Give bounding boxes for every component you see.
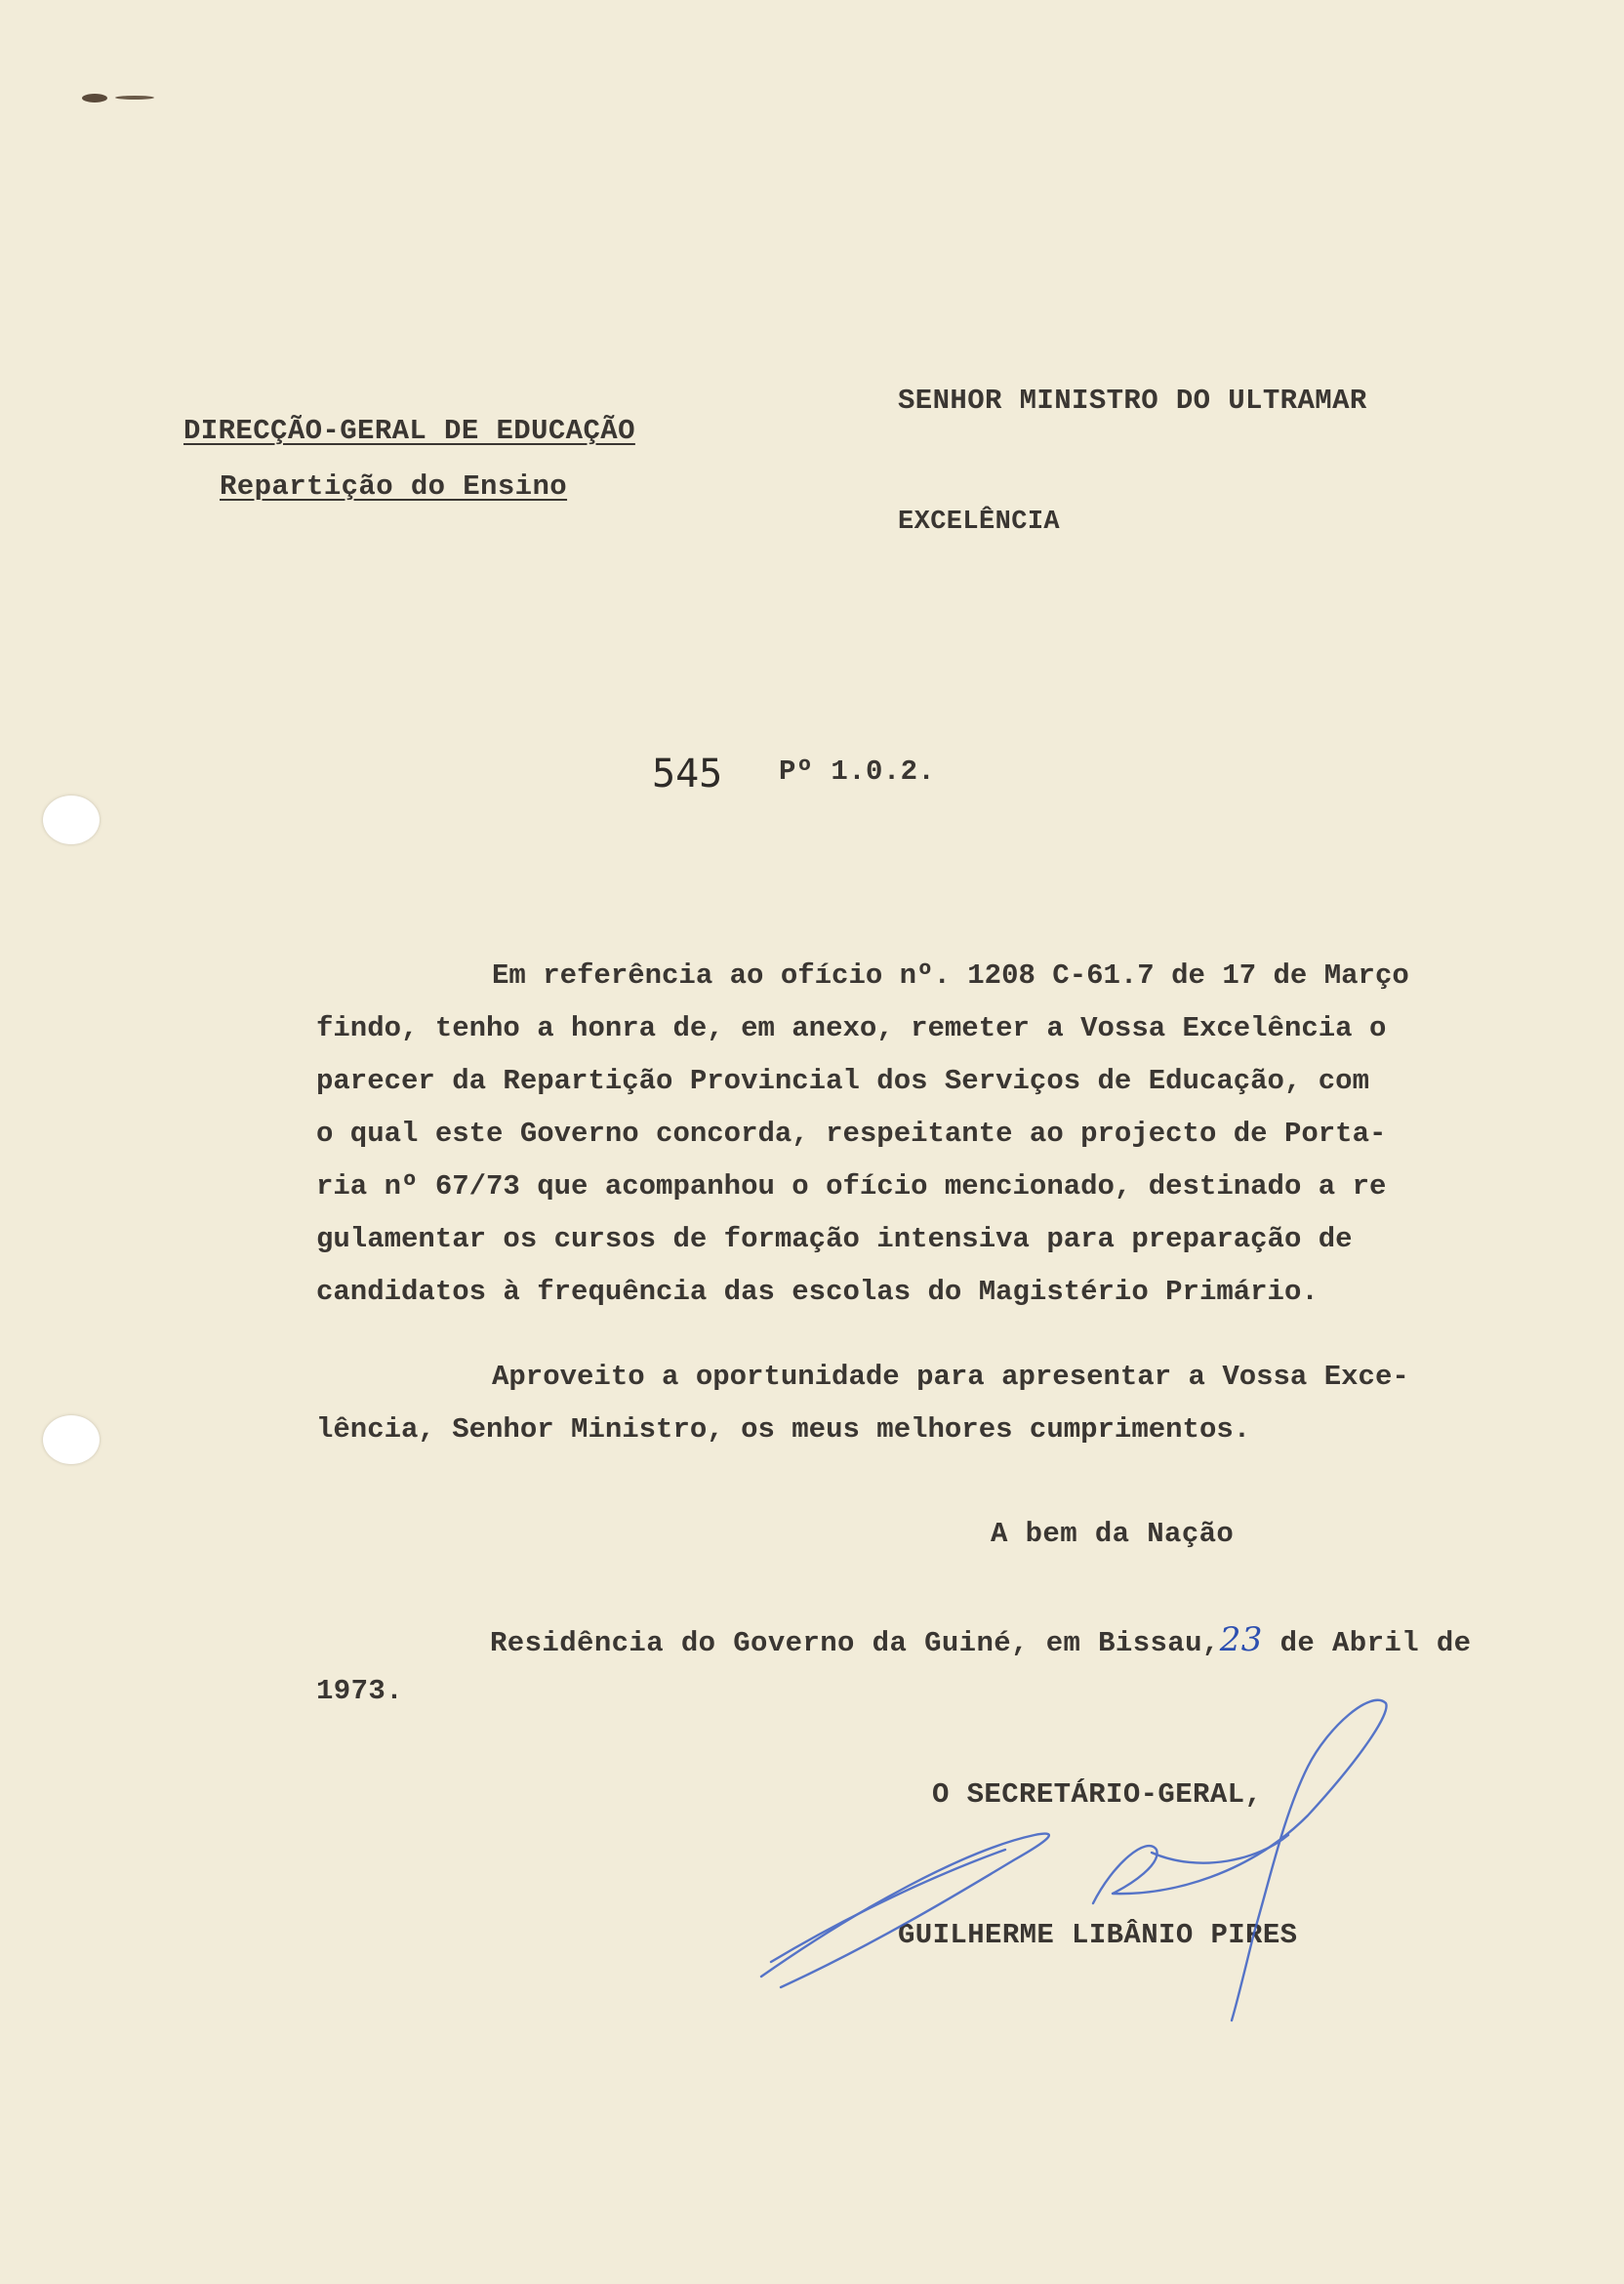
paragraph-line: findo, tenho a honra de, em anexo, remeter a Vossa Excelência o	[316, 1012, 1387, 1044]
paragraph-line: o qual este Governo concorda, respeitante ao projecto de Porta-	[316, 1118, 1387, 1150]
dateline-month: de Abril de	[1262, 1627, 1472, 1659]
reference-number: 545	[652, 752, 723, 796]
paragraph-line: parecer da Repartição Provincial dos Serviços de Educação, com	[316, 1065, 1369, 1097]
signatory-title: O SECRETÁRIO-GERAL,	[932, 1778, 1263, 1811]
paragraph-line: gulamentar os cursos de formação intensiva para preparação de	[316, 1223, 1353, 1255]
process-reference: Pº 1.0.2.	[779, 755, 936, 788]
department-heading: DIRECÇÃO-GERAL DE EDUCAÇÃO	[183, 415, 635, 447]
closing-formula: A bem da Nação	[991, 1518, 1235, 1550]
section-heading: Repartição do Ensino	[220, 470, 568, 503]
paragraph-line: candidatos à frequência das escolas do Magistério Primário.	[316, 1276, 1319, 1308]
paragraph-line: lência, Senhor Ministro, os meus melhores cumprimentos.	[316, 1413, 1251, 1446]
recipient-title: SENHOR MINISTRO DO ULTRAMAR	[898, 385, 1367, 417]
signatory-name: GUILHERME LIBÂNIO PIRES	[898, 1919, 1298, 1951]
paragraph-line: Em referência ao ofício nº. 1208 C-61.7 de 17 de Março	[492, 959, 1409, 992]
salutation: EXCELÊNCIA	[898, 508, 1061, 537]
handwritten-day: 23	[1219, 1620, 1263, 1659]
paragraph-line: Aproveito a oportunidade para apresentar a Vossa Exce-	[492, 1361, 1409, 1393]
paragraph-line: ria nº 67/73 que acompanhou o ofício mencionado, destinado a re	[316, 1170, 1387, 1203]
dateline-place: Residência do Governo da Guiné, em Bissau,	[490, 1627, 1220, 1659]
dateline-year: 1973.	[316, 1675, 404, 1707]
